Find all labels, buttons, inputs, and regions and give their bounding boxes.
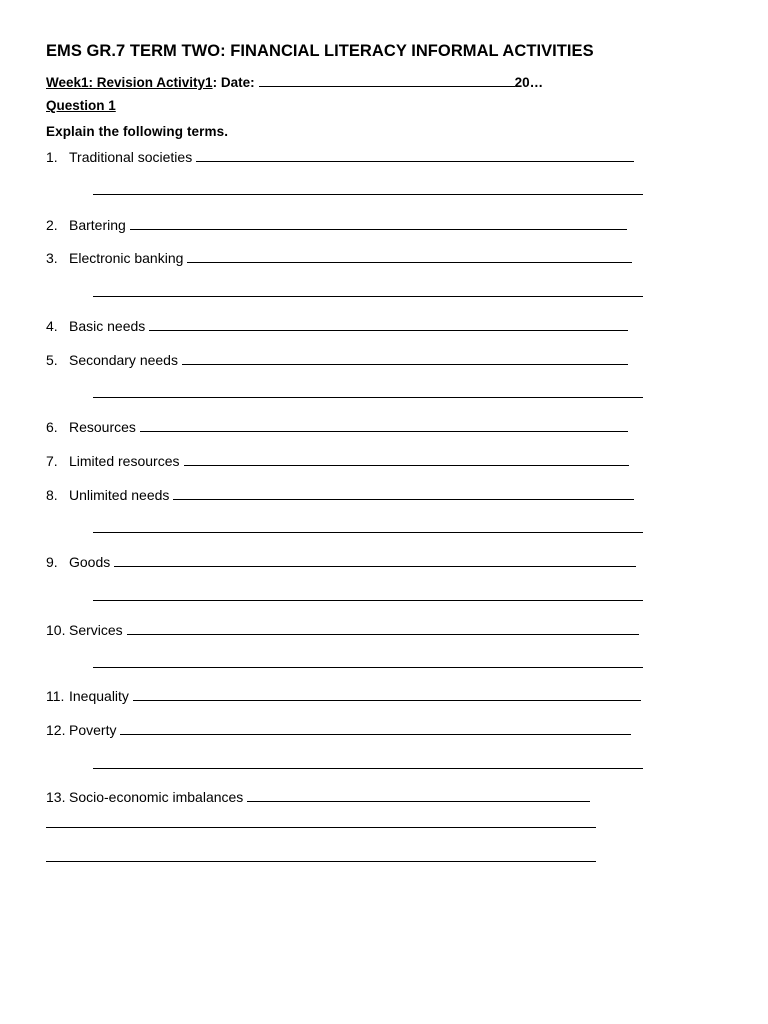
answer-line[interactable]	[120, 733, 631, 735]
item-term: Services	[69, 622, 123, 638]
answer-line[interactable]	[196, 160, 634, 162]
year-suffix: 20…	[514, 75, 544, 90]
answer-line[interactable]	[182, 363, 628, 365]
item-number: 10.	[46, 622, 66, 638]
list-item	[46, 620, 639, 638]
week-date-line	[46, 74, 543, 90]
item-term: Secondary needs	[69, 352, 178, 368]
item-number: 9.	[46, 554, 58, 570]
answer-line[interactable]	[130, 228, 627, 230]
answer-line[interactable]	[140, 430, 628, 432]
list-item	[46, 316, 628, 334]
item-number: 11.	[46, 688, 65, 704]
item-term: Socio-economic imbalances	[69, 789, 244, 805]
item-term: Basic needs	[69, 318, 146, 334]
item-term: Goods	[69, 554, 111, 570]
item-number: 4.	[46, 318, 58, 334]
answer-line-continuation[interactable]	[93, 193, 643, 195]
item-number: 3.	[46, 250, 58, 266]
question-heading: Question 1	[46, 98, 116, 113]
answer-line[interactable]	[247, 800, 590, 802]
answer-line-continuation[interactable]	[46, 860, 596, 862]
list-item	[46, 485, 634, 503]
item-term: Inequality	[69, 688, 129, 704]
item-number: 12.	[46, 722, 66, 738]
instruction: Explain the following terms.	[46, 124, 229, 139]
item-number: 7.	[46, 453, 58, 469]
list-item	[46, 248, 632, 266]
item-number: 13.	[46, 789, 66, 805]
item-term: Unlimited needs	[69, 487, 170, 503]
answer-line[interactable]	[184, 464, 629, 466]
item-number: 8.	[46, 487, 58, 503]
date-label: : Date:	[212, 75, 255, 90]
document-title: EMS GR.7 TERM TWO: FINANCIAL LITERACY INFORMAL ACTIVITIES	[46, 42, 594, 60]
item-term: Electronic banking	[69, 250, 184, 266]
date-blank[interactable]	[259, 74, 515, 87]
item-term: Bartering	[69, 217, 126, 233]
list-item	[46, 720, 631, 738]
list-item	[46, 451, 629, 469]
item-number: 2.	[46, 217, 58, 233]
item-term: Traditional societies	[69, 149, 193, 165]
answer-line-continuation[interactable]	[93, 767, 643, 769]
list-item	[46, 147, 634, 165]
answer-line[interactable]	[149, 329, 628, 331]
answer-line[interactable]	[173, 498, 634, 500]
item-term: Poverty	[69, 722, 117, 738]
item-number: 6.	[46, 419, 58, 435]
list-item	[46, 787, 590, 805]
list-item	[46, 350, 628, 368]
answer-line[interactable]	[133, 699, 641, 701]
list-item	[46, 417, 628, 435]
answer-line-continuation[interactable]	[93, 599, 643, 601]
answer-line[interactable]	[187, 261, 632, 263]
list-item	[46, 215, 627, 233]
answer-line-continuation[interactable]	[93, 666, 643, 668]
week-label: Week1: Revision Activity1	[46, 75, 213, 90]
item-number: 1.	[46, 149, 58, 165]
answer-line-continuation[interactable]	[93, 531, 643, 533]
item-term: Resources	[69, 419, 136, 435]
answer-line[interactable]	[127, 633, 639, 635]
list-item	[46, 552, 636, 570]
list-item	[46, 686, 641, 704]
answer-line-continuation[interactable]	[93, 396, 643, 398]
answer-line-continuation[interactable]	[46, 826, 596, 828]
answer-line-continuation[interactable]	[93, 295, 643, 297]
answer-line[interactable]	[114, 565, 636, 567]
item-term: Limited resources	[69, 453, 180, 469]
item-number: 5.	[46, 352, 58, 368]
